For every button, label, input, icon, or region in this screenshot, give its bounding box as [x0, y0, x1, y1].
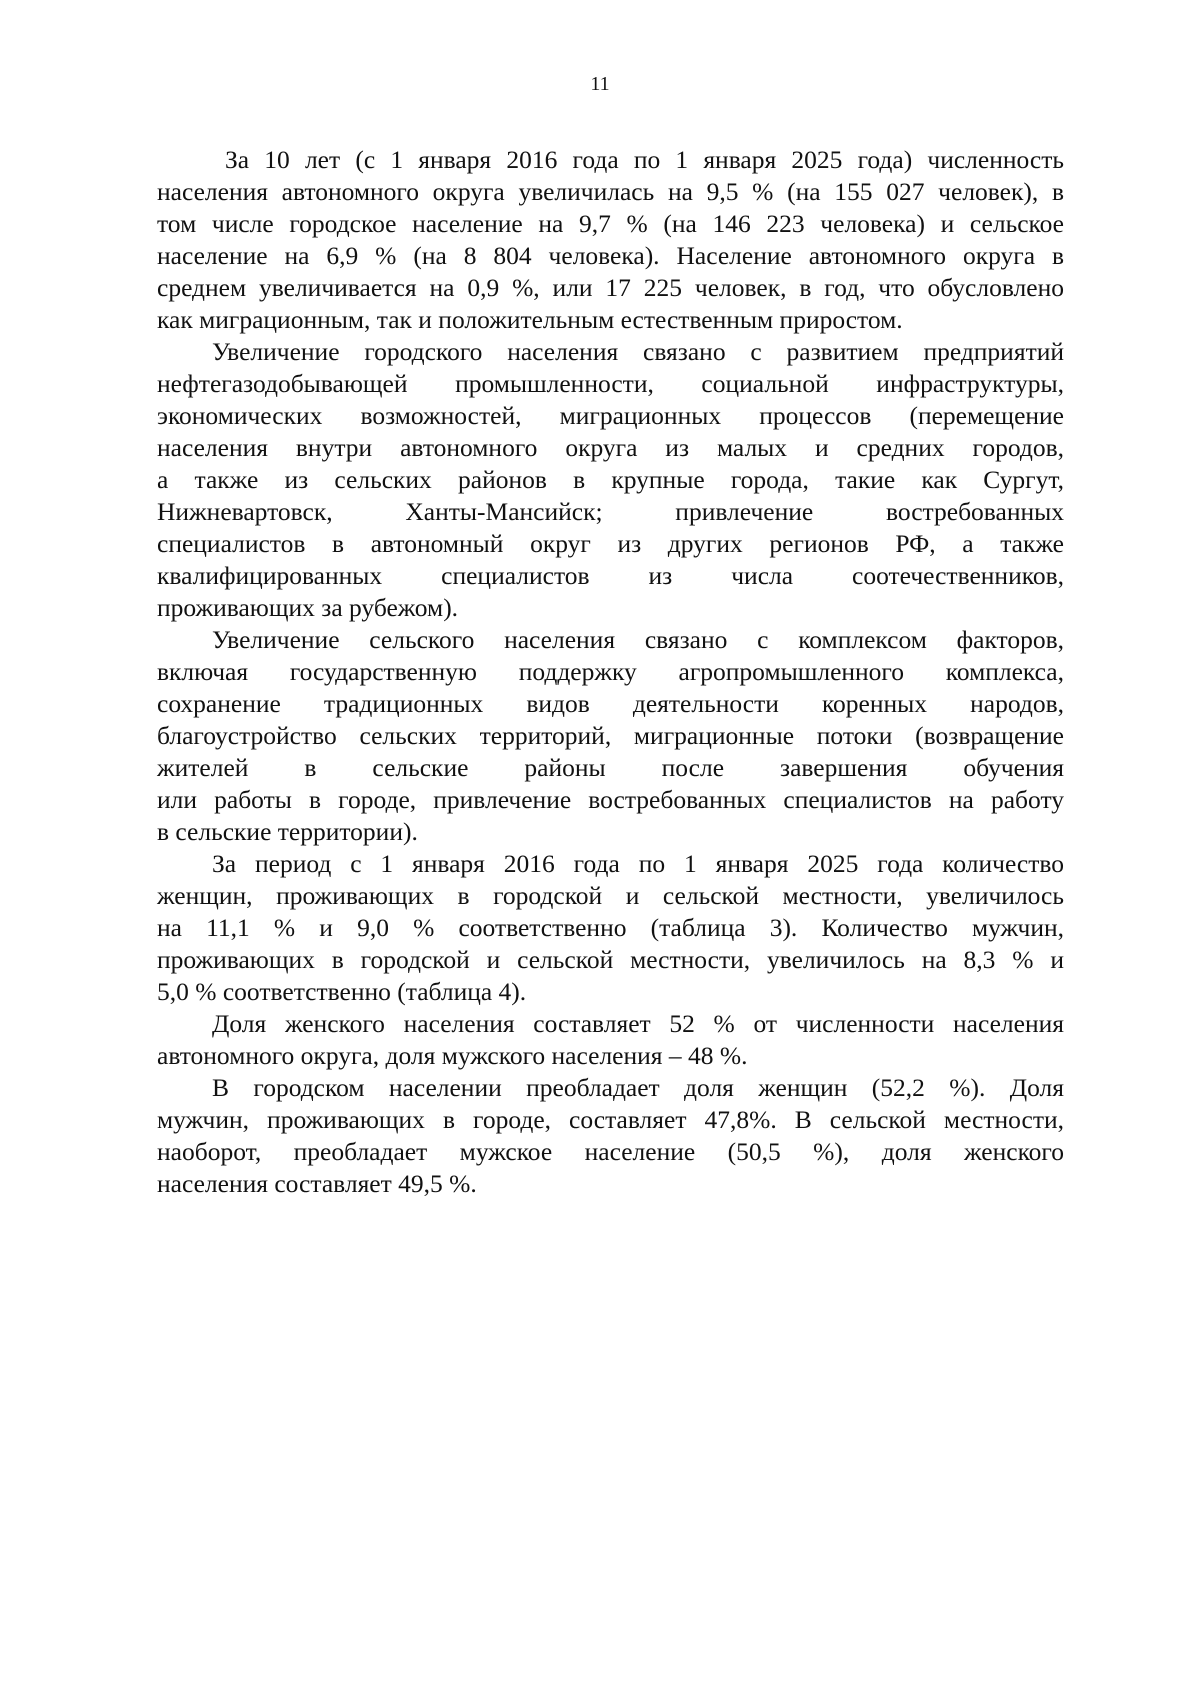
text-line: населения автономного округа увеличилась на 9,5 % (на 155 027 человек), в [157, 177, 1064, 206]
text-line: включая государственную поддержку агропромышленного комплекса, [157, 657, 1064, 686]
text-line: благоустройство сельских территорий, миграционные потоки (возвращение [157, 721, 1064, 750]
text-line: проживающих в городской и сельской местности, увеличилось на 8,3 % и [157, 945, 1064, 974]
text-line: жителей в сельские районы после завершения обучения [157, 753, 1064, 782]
text-line: мужчин, проживающих в городе, составляет 47,8%. В сельской местности, [157, 1105, 1064, 1134]
text-line: или работы в городе, привлечение востребованных специалистов на работу [157, 785, 1064, 814]
paragraph-gender-dynamics [157, 848, 1064, 1008]
text-line: квалифицированных специалистов из числа соотечественников, [157, 561, 1064, 590]
paragraph-urban-rural-share [157, 1072, 1064, 1200]
text-line: В городском населении преобладает доля женщин (52,2 %). Доля [212, 1073, 1064, 1102]
text-line: Доля женского населения составляет 52 % от численности населения [212, 1009, 1064, 1038]
text-line: население на 6,9 % (на 8 804 человека). Население автономного округа в [157, 241, 1064, 270]
text-line: Увеличение сельского населения связано с комплексом факторов, [212, 625, 1064, 654]
text-line: За период с 1 января 2016 года по 1 января 2025 года количество [212, 849, 1064, 878]
text-line: женщин, проживающих в городской и сельской местности, увеличилось [157, 881, 1064, 910]
text-line: населения внутри автономного округа из малых и средних городов, [157, 433, 1064, 462]
text-line: как миграционным, так и положительным естественным приростом. [157, 305, 903, 334]
text-line: на 11,1 % и 9,0 % соответственно (таблица 3). Количество мужчин, [157, 913, 1064, 942]
paragraph-population-growth [157, 144, 1064, 336]
text-line: автономного округа, доля мужского населения – 48 %. [157, 1041, 748, 1070]
paragraph-gender-share [157, 1008, 1064, 1072]
text-line: проживающих за рубежом). [157, 593, 459, 622]
text-line: экономических возможностей, миграционных процессов (перемещение [157, 401, 1064, 430]
text-line: За 10 лет (с 1 января 2016 года по 1 января 2025 года) численность [225, 145, 1064, 174]
text-line: Нижневартовск, Ханты-Мансийск; привлечение востребованных [157, 497, 1064, 526]
text-line: нефтегазодобывающей промышленности, социальной инфраструктуры, [157, 369, 1064, 398]
paragraph-urban-growth [157, 336, 1064, 624]
paragraph-rural-growth [157, 624, 1064, 848]
text-line: специалистов в автономный округ из других регионов РФ, а также [157, 529, 1064, 558]
text-line: сохранение традиционных видов деятельности коренных народов, [157, 689, 1064, 718]
text-line: том числе городское население на 9,7 % (на 146 223 человека) и сельское [157, 209, 1064, 238]
text-line: населения составляет 49,5 %. [157, 1169, 477, 1198]
text-line: 5,0 % соответственно (таблица 4). [157, 977, 527, 1006]
text-line: а также из сельских районов в крупные города, такие как Сургут, [157, 465, 1064, 494]
page-number: 11 [590, 73, 610, 95]
text-line: Увеличение городского населения связано с развитием предприятий [212, 337, 1064, 366]
text-line: наоборот, преобладает мужское население (50,5 %), доля женского [157, 1137, 1064, 1166]
text-line: среднем увеличивается на 0,9 %, или 17 225 человек, в год, что обусловлено [157, 273, 1064, 302]
document-body [157, 144, 1064, 1200]
text-line: в сельские территории). [157, 817, 418, 846]
